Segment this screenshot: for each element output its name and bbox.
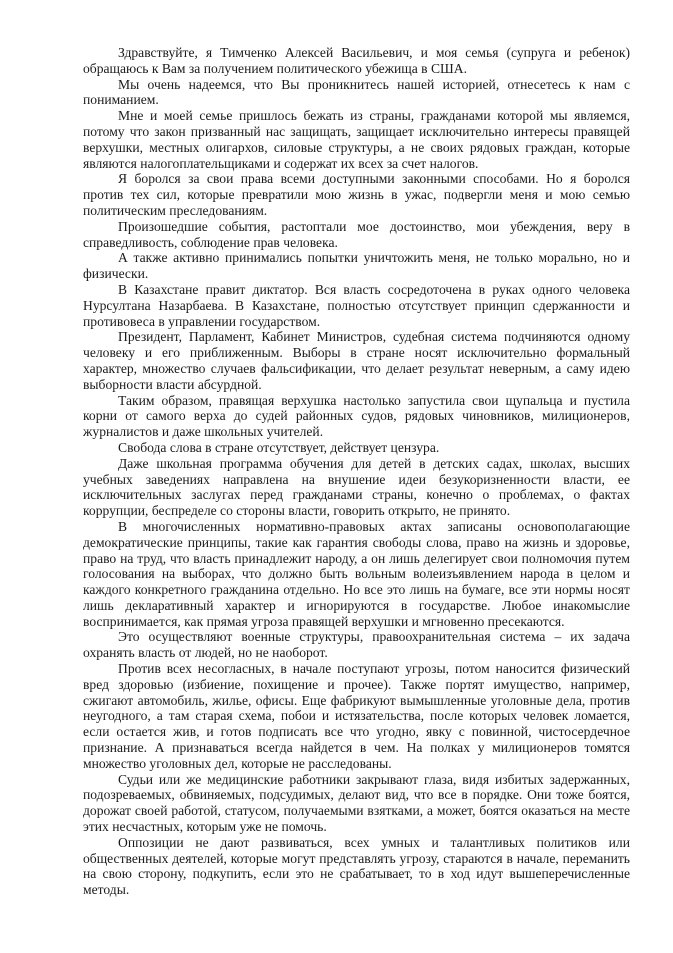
text-line: каждого конкретного гражданина отдельно. Но все это лишь на бумаге, все эти нормы носят	[83, 582, 630, 598]
paragraph	[83, 219, 630, 251]
text-line: дорожат своей работой, статусом, получаемыми взятками, а может, боятся оказаться на месте	[83, 803, 630, 819]
text-line: исключительных заслугах перед гражданами страны, конечно о проблемах, о фактах	[83, 487, 630, 503]
text-line: Свобода слова в стране отсутствует, действует цензура.	[118, 439, 440, 455]
text-line: вред здоровью (избиение, похищение и прочее). Также портят имущество, например,	[83, 676, 630, 692]
text-line: Мы очень надеемся, что Вы проникнитесь нашей историей, отнесетесь к нам с	[118, 76, 630, 92]
text-line: против тех сил, которые превратили мою жизнь в ужас, подвергли меня и мою семью	[83, 187, 630, 203]
text-line: Нурсултана Назарбаева. В Казахстане, полностью отсутствует принцип сдержанности и	[83, 297, 630, 313]
paragraph	[83, 108, 630, 171]
paragraph	[83, 772, 630, 835]
text-line: пониманием.	[83, 92, 159, 108]
text-line: этих несчастных, которым уже не помочь.	[83, 819, 327, 835]
text-line: Даже школьная программа обучения для детей в детских садах, школах, высших	[118, 455, 630, 471]
text-line: В многочисленных нормативно-правовых актах записаны основополагающие	[118, 518, 630, 534]
text-line: физически.	[83, 266, 149, 282]
text-line: на свою сторону, подкупить, если это не срабатывает, то в ход идут вышеперечисленные	[83, 866, 630, 882]
text-line: Произошедшие события, растоптали мое достоинство, мои убеждения, веру в	[118, 218, 630, 234]
text-line: корни от самого верха до судей районных судов, рядовых чиновников, милиционеров,	[83, 408, 630, 424]
paragraph	[83, 835, 630, 898]
text-line: Я боролся за свои права всеми доступными законными способами. Но я боролся	[118, 171, 630, 187]
text-line: потому что закон призванный нас защищать, защищает исключительно интересы правящей	[83, 123, 630, 139]
paragraph	[83, 393, 630, 440]
text-line: Оппозиции не дают развиваться, всех умных и талантливых политиков или	[118, 834, 630, 850]
text-line: учебных заведениях направлена на внушение идеи безукоризненности власти, ее	[83, 471, 630, 487]
document-page	[83, 45, 630, 898]
text-line: А также активно принимались попытки уничтожить меня, не только морально, но и	[118, 250, 630, 266]
text-line: демократические принципы, такие как гарантия свободы слова, право на жизнь и здоровье,	[83, 534, 630, 550]
text-line: справедливость, соблюдение прав человека.	[83, 234, 338, 250]
paragraph	[83, 456, 630, 519]
paragraph	[83, 77, 630, 109]
text-line: лишь декларативный характер и игнорируются в государстве. Любое инакомыслие	[83, 597, 630, 613]
text-line: противовеса в управлении государством.	[83, 313, 321, 329]
paragraph	[83, 250, 630, 282]
text-line: воспринимается, как прямая угроза правящей верхушки и мгновенно пресекаются.	[83, 613, 565, 629]
text-line: Президент, Парламент, Кабинет Министров, судебная система подчиняются одному	[118, 329, 630, 345]
text-line: Это осуществляют военные структуры, правоохранительная система – их задача	[118, 629, 630, 645]
text-line: множество уголовных дел, которые не расследованы.	[83, 755, 392, 771]
text-line: общественных деятелей, которые могут представлять угрозу, стараются в начале, переманить	[83, 850, 630, 866]
text-line: Мне и моей семье пришлось бежать из страны, гражданами которой мы являемся,	[118, 108, 630, 124]
text-line: Таким образом, правящая верхушка настолько запустила свои щупальца и пустила	[118, 392, 630, 408]
paragraph	[83, 282, 630, 329]
text-line: верхушки, местных олигархов, силовые структуры, а не своих рядовых граждан, которые	[83, 139, 630, 155]
text-line: если остается жив, и готов подписать все что угодно, явку с повинной, чистосердечное	[83, 724, 630, 740]
text-line: охранять власть от людей, но не наоборот.	[83, 645, 328, 661]
text-line: право на труд, что власть принадлежит народу, а он лишь делегирует свои полномочия путем	[83, 550, 630, 566]
text-line: политическим преследованиям.	[83, 202, 268, 218]
text-line: сжигают автомобиль, жилье, офисы. Еще фабрикуют вымышленные уголовные дела, против	[83, 692, 630, 708]
text-line: признание. А признаваться всегда найдется в чем. На полках у милиционеров томятся	[83, 740, 630, 756]
text-line: Судьи или же медицинские работники закрывают глаза, видя избитых задержанных,	[118, 771, 630, 787]
text-line: обращаюсь к Вам за получением политического убежища в США.	[83, 60, 467, 76]
text-line: неугодного, а там старая схема, побои и истязательства, после которых человек ломается,	[83, 708, 630, 724]
text-line: журналистов и даже школьных учителей.	[83, 424, 324, 440]
paragraph	[83, 329, 630, 392]
text-line: Здравствуйте, я Тимченко Алексей Васильевич, и моя семья (супруга и ребенок)	[118, 45, 630, 60]
text-line: являются налогоплательщиками и содержат их всех за счет налогов.	[83, 155, 479, 171]
text-line: голосования на выборах, что должно быть вольным волеизъявлением народа в целом и	[83, 566, 630, 582]
text-line: подозреваемых, обвиняемых, подсудимых, делают вид, что все в порядке. Они тоже боятся,	[83, 787, 630, 803]
text-line: выборности власти абсурдной.	[83, 376, 262, 392]
paragraph	[83, 629, 630, 661]
text-line: человеку и его приближенным. Выборы в стране носят исключительно формальный	[83, 345, 630, 361]
paragraph	[83, 45, 630, 77]
paragraph	[83, 661, 630, 772]
text-line: методы.	[83, 882, 130, 898]
paragraph	[83, 519, 630, 630]
text-line: Против всех несогласных, в начале поступают угрозы, потом наносится физический	[118, 661, 630, 677]
text-line: коррупции, беспределе со стороны власти, говорить открыто, не принято.	[83, 503, 511, 519]
paragraph	[83, 440, 630, 456]
text-line: характер, множество случаев фальсификации, что делает результат неверным, а саму идею	[83, 360, 630, 376]
paragraph	[83, 171, 630, 218]
text-line: В Казахстане правит диктатор. Вся власть сосредоточена в руках одного человека	[118, 281, 630, 297]
